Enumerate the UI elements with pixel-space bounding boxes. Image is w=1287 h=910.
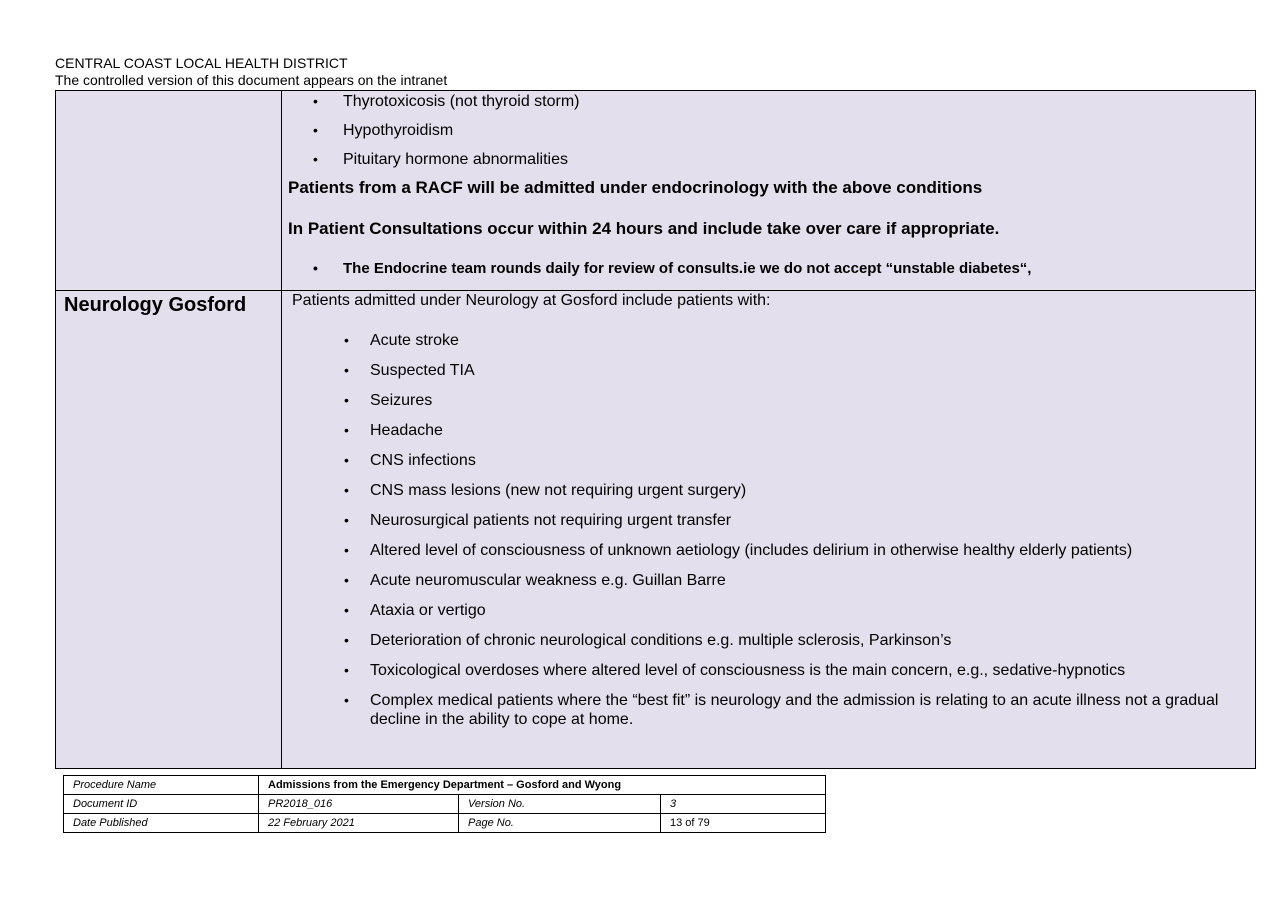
bullet-icon: •	[344, 362, 349, 378]
page-number-label: Page No.	[459, 814, 661, 833]
bullet-icon: •	[344, 692, 349, 708]
bullet-icon: •	[344, 392, 349, 408]
endocrine-criteria-cell	[282, 91, 1256, 291]
version-label: Version No.	[459, 795, 661, 814]
neurology-specialty-cell	[56, 291, 282, 769]
neurology-intro: Patients admitted under Neurology at Gosford include patients with:	[292, 292, 771, 309]
list-item: • Neurosurgical patients not requiring urgent transfer	[344, 512, 732, 529]
list-item: • CNS infections	[344, 452, 476, 469]
racf-admission-note: Patients from a RACF will be admitted under endocrinology with the above conditions	[288, 178, 983, 197]
list-item: • Acute stroke	[344, 332, 459, 349]
bullet-icon: •	[344, 662, 349, 678]
date-published-value: 22 February 2021	[259, 814, 459, 833]
bullet-icon: •	[313, 151, 318, 167]
bullet-icon: •	[344, 512, 349, 528]
endocrine-row	[56, 91, 1256, 291]
admissions-table	[55, 90, 1256, 769]
neurology-row	[56, 291, 1256, 769]
org-name: CENTRAL COAST LOCAL HEALTH DISTRICT	[55, 55, 348, 71]
list-item: • CNS mass lesions (new not requiring urgent surgery)	[344, 482, 747, 499]
neurology-criteria-cell	[282, 291, 1256, 769]
specialty-title: Neurology Gosford	[64, 294, 247, 316]
bullet-icon: •	[313, 260, 318, 276]
bullet-icon: •	[344, 332, 349, 348]
list-item: • Toxicological overdoses where altered level of consciousness is the main concern, e.g., sedative-hypnotics	[344, 662, 1126, 679]
document-header	[55, 55, 447, 89]
bullet-icon: •	[344, 422, 349, 438]
bullet-icon: •	[313, 122, 318, 138]
bullet-icon: •	[344, 482, 349, 498]
list-item: • Pituitary hormone abnormalities	[313, 151, 568, 168]
endocrine-specialty-cell	[56, 91, 282, 291]
footer-row	[64, 776, 826, 795]
inpatient-consultation-note: In Patient Consultations occur within 24 hours and include take over care if appropriate.	[288, 219, 1000, 238]
endocrine-rounds-list	[288, 259, 1247, 278]
document-control-footer	[63, 775, 826, 833]
list-item: • Suspected TIA	[344, 362, 475, 379]
list-item: • Thyrotoxicosis (not thyroid storm)	[313, 93, 580, 110]
list-item: • Deterioration of chronic neurological conditions e.g. multiple sclerosis, Parkinson’s	[344, 632, 952, 649]
bullet-icon: •	[344, 632, 349, 648]
list-item: • Hypothyroidism	[313, 122, 454, 139]
list-item: • Ataxia or vertigo	[344, 602, 486, 619]
list-item: • Altered level of consciousness of unknown aetiology (includes delirium in otherwise healthy elderly patients)	[344, 542, 1133, 559]
footer-row	[64, 814, 826, 833]
page-number-value: 13 of 79	[661, 814, 826, 833]
date-published-label: Date Published	[64, 814, 259, 833]
document-id-label: Document ID	[64, 795, 259, 814]
list-item: • Acute neuromuscular weakness e.g. Guillan Barre	[344, 572, 726, 589]
endocrine-conditions-list	[288, 92, 1247, 169]
list-item: • Seizures	[344, 392, 433, 409]
document-id-value: PR2018_016	[259, 795, 459, 814]
bullet-icon: •	[344, 452, 349, 468]
procedure-name-label: Procedure Name	[64, 776, 259, 795]
controlled-version-note: The controlled version of this document appears on the intranet	[55, 72, 448, 88]
bullet-icon: •	[344, 602, 349, 618]
list-item: • Headache	[344, 422, 443, 439]
list-item: • Complex medical patients where the “best fit” is neurology and the admission is relating to an acute illness not a gradual decline in the ability to cope at home.	[344, 692, 1219, 728]
bullet-icon: •	[344, 542, 349, 558]
footer-row	[64, 795, 826, 814]
bullet-icon: •	[313, 93, 318, 109]
bullet-icon: •	[344, 572, 349, 588]
procedure-name-value: Admissions from the Emergency Department – Gosford and Wyong	[259, 776, 826, 795]
list-item: • The Endocrine team rounds daily for review of consults.ie we do not accept “unstable diabetes“,	[313, 260, 1032, 277]
version-value: 3	[661, 795, 826, 814]
neurology-conditions-list	[292, 331, 1245, 729]
